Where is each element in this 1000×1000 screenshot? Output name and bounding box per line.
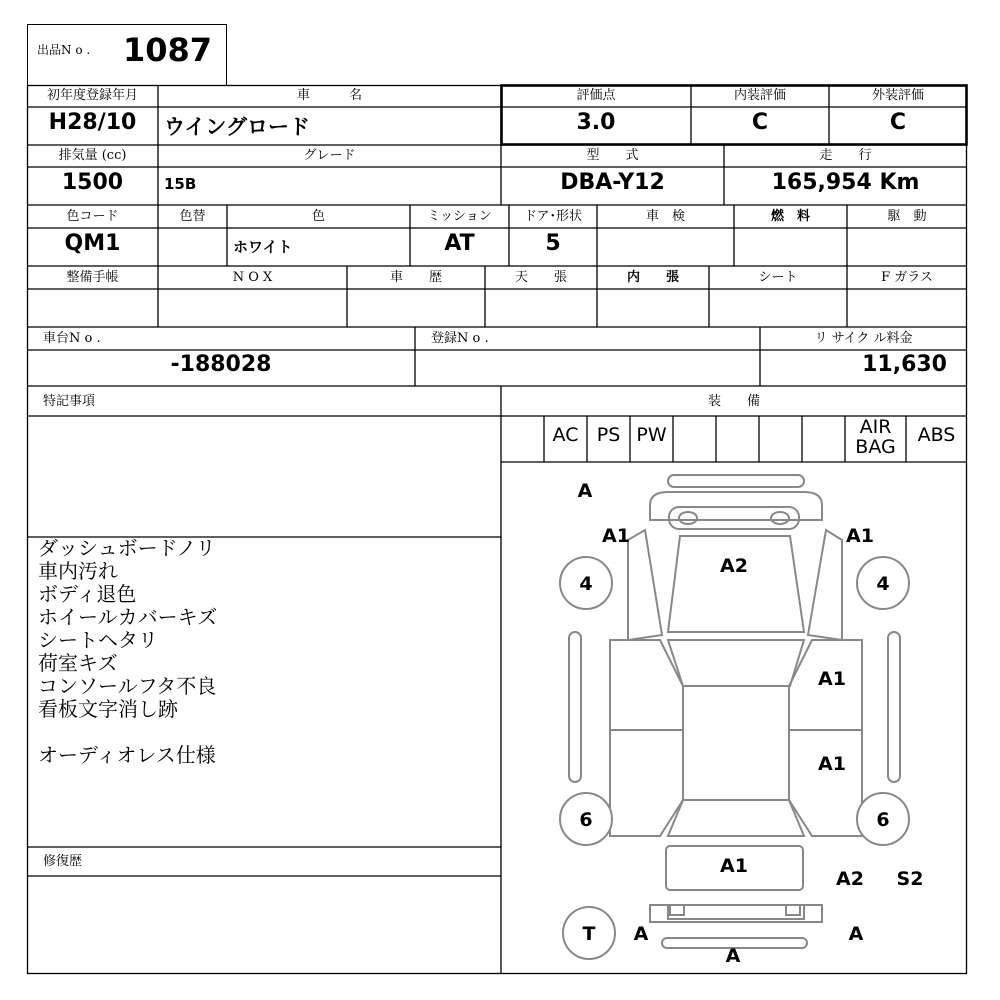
mark-right-front-fender: A1	[846, 525, 874, 547]
grade-value: 15B	[164, 175, 197, 193]
mark-rear-left-wheel: 6	[579, 809, 593, 831]
chassis-no-value: -188028	[170, 352, 272, 377]
remark-line	[38, 721, 498, 744]
recycle-fee-value: 11,630	[862, 352, 947, 377]
seat-label: シート	[758, 270, 798, 285]
mark-right-rear-quarter: A2	[836, 868, 864, 890]
model-label: 型 式	[586, 148, 639, 163]
mark-front-right-wheel: 4	[876, 573, 890, 595]
interior-grade-value: C	[751, 110, 769, 135]
remark-line: コンソールフタ不良	[38, 674, 217, 698]
equip-abs: ABS	[917, 424, 956, 446]
grade-label: グレード	[303, 148, 356, 163]
mark-left-front-fender: A1	[602, 525, 630, 547]
car-history-label: 車 歴	[389, 270, 442, 285]
remark-line: シートヘタリ	[38, 628, 158, 652]
car-diagram	[501, 462, 967, 973]
mark-front-left-wheel: 4	[579, 573, 593, 595]
mark-tailgate: A1	[720, 855, 748, 877]
mark-right-rear-door: A1	[818, 753, 846, 775]
lot-number: 1087	[123, 31, 213, 69]
mark-rear-bumper: A	[725, 945, 741, 967]
model-value: DBA-Y12	[560, 170, 665, 195]
color-label: 色	[311, 209, 325, 224]
equip-airbag: AIR BAG	[855, 416, 896, 458]
remark-line: 看板文字消し跡	[38, 697, 178, 721]
mark-hood: A2	[720, 555, 748, 577]
color-value: ホワイト	[233, 238, 293, 256]
mission-value: AT	[444, 231, 475, 256]
displacement-label: 排気量 (cc)	[58, 148, 127, 163]
mark-rear-right-corner: S2	[896, 868, 924, 890]
car-name-value: ウイングロード	[164, 115, 310, 139]
interior-grade-label: 内装評価	[733, 88, 786, 103]
mark-spare-tire: T	[582, 923, 596, 945]
remark-line: オーディオレス仕様	[38, 743, 216, 767]
remarks-list	[38, 537, 498, 767]
color-change-label: 色替	[179, 209, 206, 224]
car-name-label: 車 名	[296, 88, 362, 103]
lot-label: 出品N o .	[37, 43, 91, 57]
front-glass-label: F ガラス	[881, 270, 933, 285]
maintenance-book-label: 整備手帳	[66, 270, 119, 285]
equip-ps: PS	[596, 424, 621, 446]
recycle-fee-label: リ サイク ル料金	[814, 331, 913, 346]
remark-line: ホイールカバーキズ	[38, 605, 218, 629]
nox-label: N O X	[232, 270, 273, 285]
fuel-label: 燃 料	[770, 209, 810, 224]
equip-pw: PW	[636, 424, 667, 446]
mark-rear-right-wheel: 6	[876, 809, 890, 831]
remark-line: 荷室キズ	[38, 651, 118, 675]
color-code-label: 色コード	[66, 209, 119, 224]
mark-rear-right-bumper: A	[848, 923, 864, 945]
displacement-value: 1500	[61, 170, 124, 195]
remark-line: ボディ退色	[38, 582, 137, 606]
door-value: 5	[545, 231, 561, 256]
repair-history-label: 修復歴	[43, 854, 83, 869]
reg-date-value: H28/10	[48, 110, 137, 135]
exterior-grade-label: 外装評価	[871, 88, 924, 103]
score-label: 評価点	[576, 88, 616, 103]
ceiling-label: 天 張	[514, 270, 567, 285]
score-value: 3.0	[576, 110, 616, 135]
mileage-value: 165,954 Km	[771, 170, 920, 195]
exterior-grade-value: C	[889, 110, 907, 135]
remark-line: ダッシュボードノリ	[38, 536, 216, 560]
mark-rear-left-bumper: A	[633, 923, 649, 945]
mark-front-bumper: A	[577, 480, 593, 502]
mileage-label: 走 行	[819, 148, 872, 163]
mark-right-front-door: A1	[818, 668, 846, 690]
chassis-no-label: 車台N o .	[43, 331, 101, 346]
equip-ac: AC	[552, 424, 579, 446]
color-code-value: QM1	[64, 231, 121, 256]
drive-label: 駆 動	[887, 209, 927, 224]
remarks-label: 特記事項	[43, 394, 96, 409]
remark-line: 車内汚れ	[38, 559, 118, 583]
reg-no-label: 登録N o .	[431, 331, 489, 346]
reg-date-label: 初年度登録年月	[46, 88, 138, 103]
equipment-label: 装 備	[707, 394, 760, 409]
door-label: ドア･形状	[523, 209, 583, 224]
mission-label: ミッション	[427, 209, 492, 224]
inspection-label: 車 検	[645, 209, 685, 224]
inner-panel-label: 内 張	[626, 270, 679, 285]
